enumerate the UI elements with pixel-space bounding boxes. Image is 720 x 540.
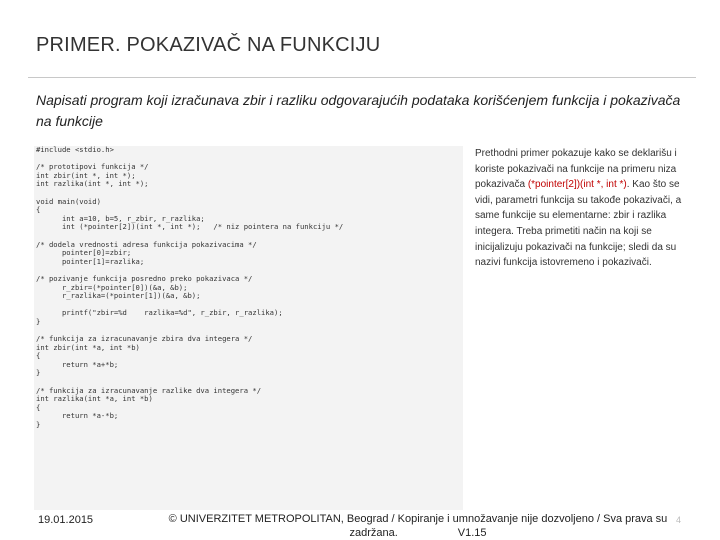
title-divider: [28, 77, 696, 78]
code-line: {: [36, 206, 41, 215]
slide-title: PRIMER. POKAZIVAČ NA FUNKCIJU: [36, 34, 381, 56]
footer-date: 19.01.2015: [38, 514, 94, 526]
code-line: [36, 232, 461, 241]
code-line: r_zbir=(*pointer[0])(&a, &b);: [36, 283, 188, 292]
code-line: [36, 189, 461, 198]
code-line: int a=10, b=5, r_zbir, r_razlika;: [36, 214, 205, 223]
code-line: [36, 378, 461, 387]
code-line: return *a+*b;: [36, 360, 119, 369]
code-line: pointer[1]=razlika;: [36, 257, 145, 266]
code-line: /* funkcija za izracunavanje zbira dva integera */: [36, 335, 253, 344]
code-line: [36, 266, 461, 275]
code-line: /* prototipovi funkcija */: [36, 163, 149, 172]
code-line: {: [36, 403, 41, 412]
code-line: [36, 326, 461, 335]
code-line: int zbir(int *, int *);: [36, 171, 136, 180]
page-number: 4: [676, 515, 682, 525]
code-line: /* pozivanje funkcija posredno preko pokazivaca */: [36, 274, 253, 283]
code-line: }: [36, 421, 41, 429]
code-line: }: [36, 317, 41, 326]
task-description: Napisati program koji izračunava zbir i razliku odgovarajućih podataka korišćenjem funkcija i pokazivača na funkcije: [36, 92, 681, 129]
highlighted-declaration: (*pointer[2])(int *, int *): [527, 179, 627, 191]
code-line: [36, 155, 461, 164]
explanation-text-part-1: Prethodni primer pokazuje kako se deklarišu i koriste pokazivači na funkcije na primeru niza pokazivača: [475, 148, 677, 191]
code-line: int razlika(int *, int *);: [36, 180, 149, 189]
code-line: pointer[0]=zbir;: [36, 249, 132, 258]
code-line: /* funkcija za izracunavanje razlike dva integera */: [36, 386, 262, 395]
code-line: int zbir(int *a, int *b): [36, 343, 140, 352]
code-line: int razlika(int *a, int *b): [36, 395, 153, 404]
copyright-text: © UNIVERZITET METROPOLITAN, Beograd / Kopiranje i umnožavanje nije dozvoljeno / Sva prava su zadržana.: [168, 513, 668, 539]
code-line: {: [36, 352, 41, 361]
code-line: }: [36, 369, 41, 378]
explanation-text: [475, 146, 685, 271]
version-label: V1.15: [457, 527, 487, 539]
code-listing: [34, 146, 463, 510]
code-line: r_razlika=(*pointer[1])(&a, &b);: [36, 292, 201, 301]
code-line: void main(void): [36, 197, 101, 206]
footer-copyright: [150, 512, 686, 540]
code-line: /* dodela vrednosti adresa funkcija pokazivacima */: [36, 240, 257, 249]
code-line: printf("zbir=%d razlika=%d", r_zbir, r_razlika);: [36, 309, 283, 318]
explanation-text-part-2: . Kao što se vidi, parametri funkcija su takođe pokazivači, a same funkcije su elementarne: zbir i razlika integera. Treba primetiti način na koji se inicijalizuju pokazivači na funkcije; sledi da su nazivi funkcija istovremeno i pokazivači.: [475, 179, 682, 269]
code-line: [36, 301, 461, 310]
code-line: return *a-*b;: [36, 412, 119, 421]
code-line: #include <stdio.h>: [36, 146, 114, 154]
code-line: int (*pointer[2])(int *, int *); /* niz pointera na funkciju */: [36, 223, 344, 232]
